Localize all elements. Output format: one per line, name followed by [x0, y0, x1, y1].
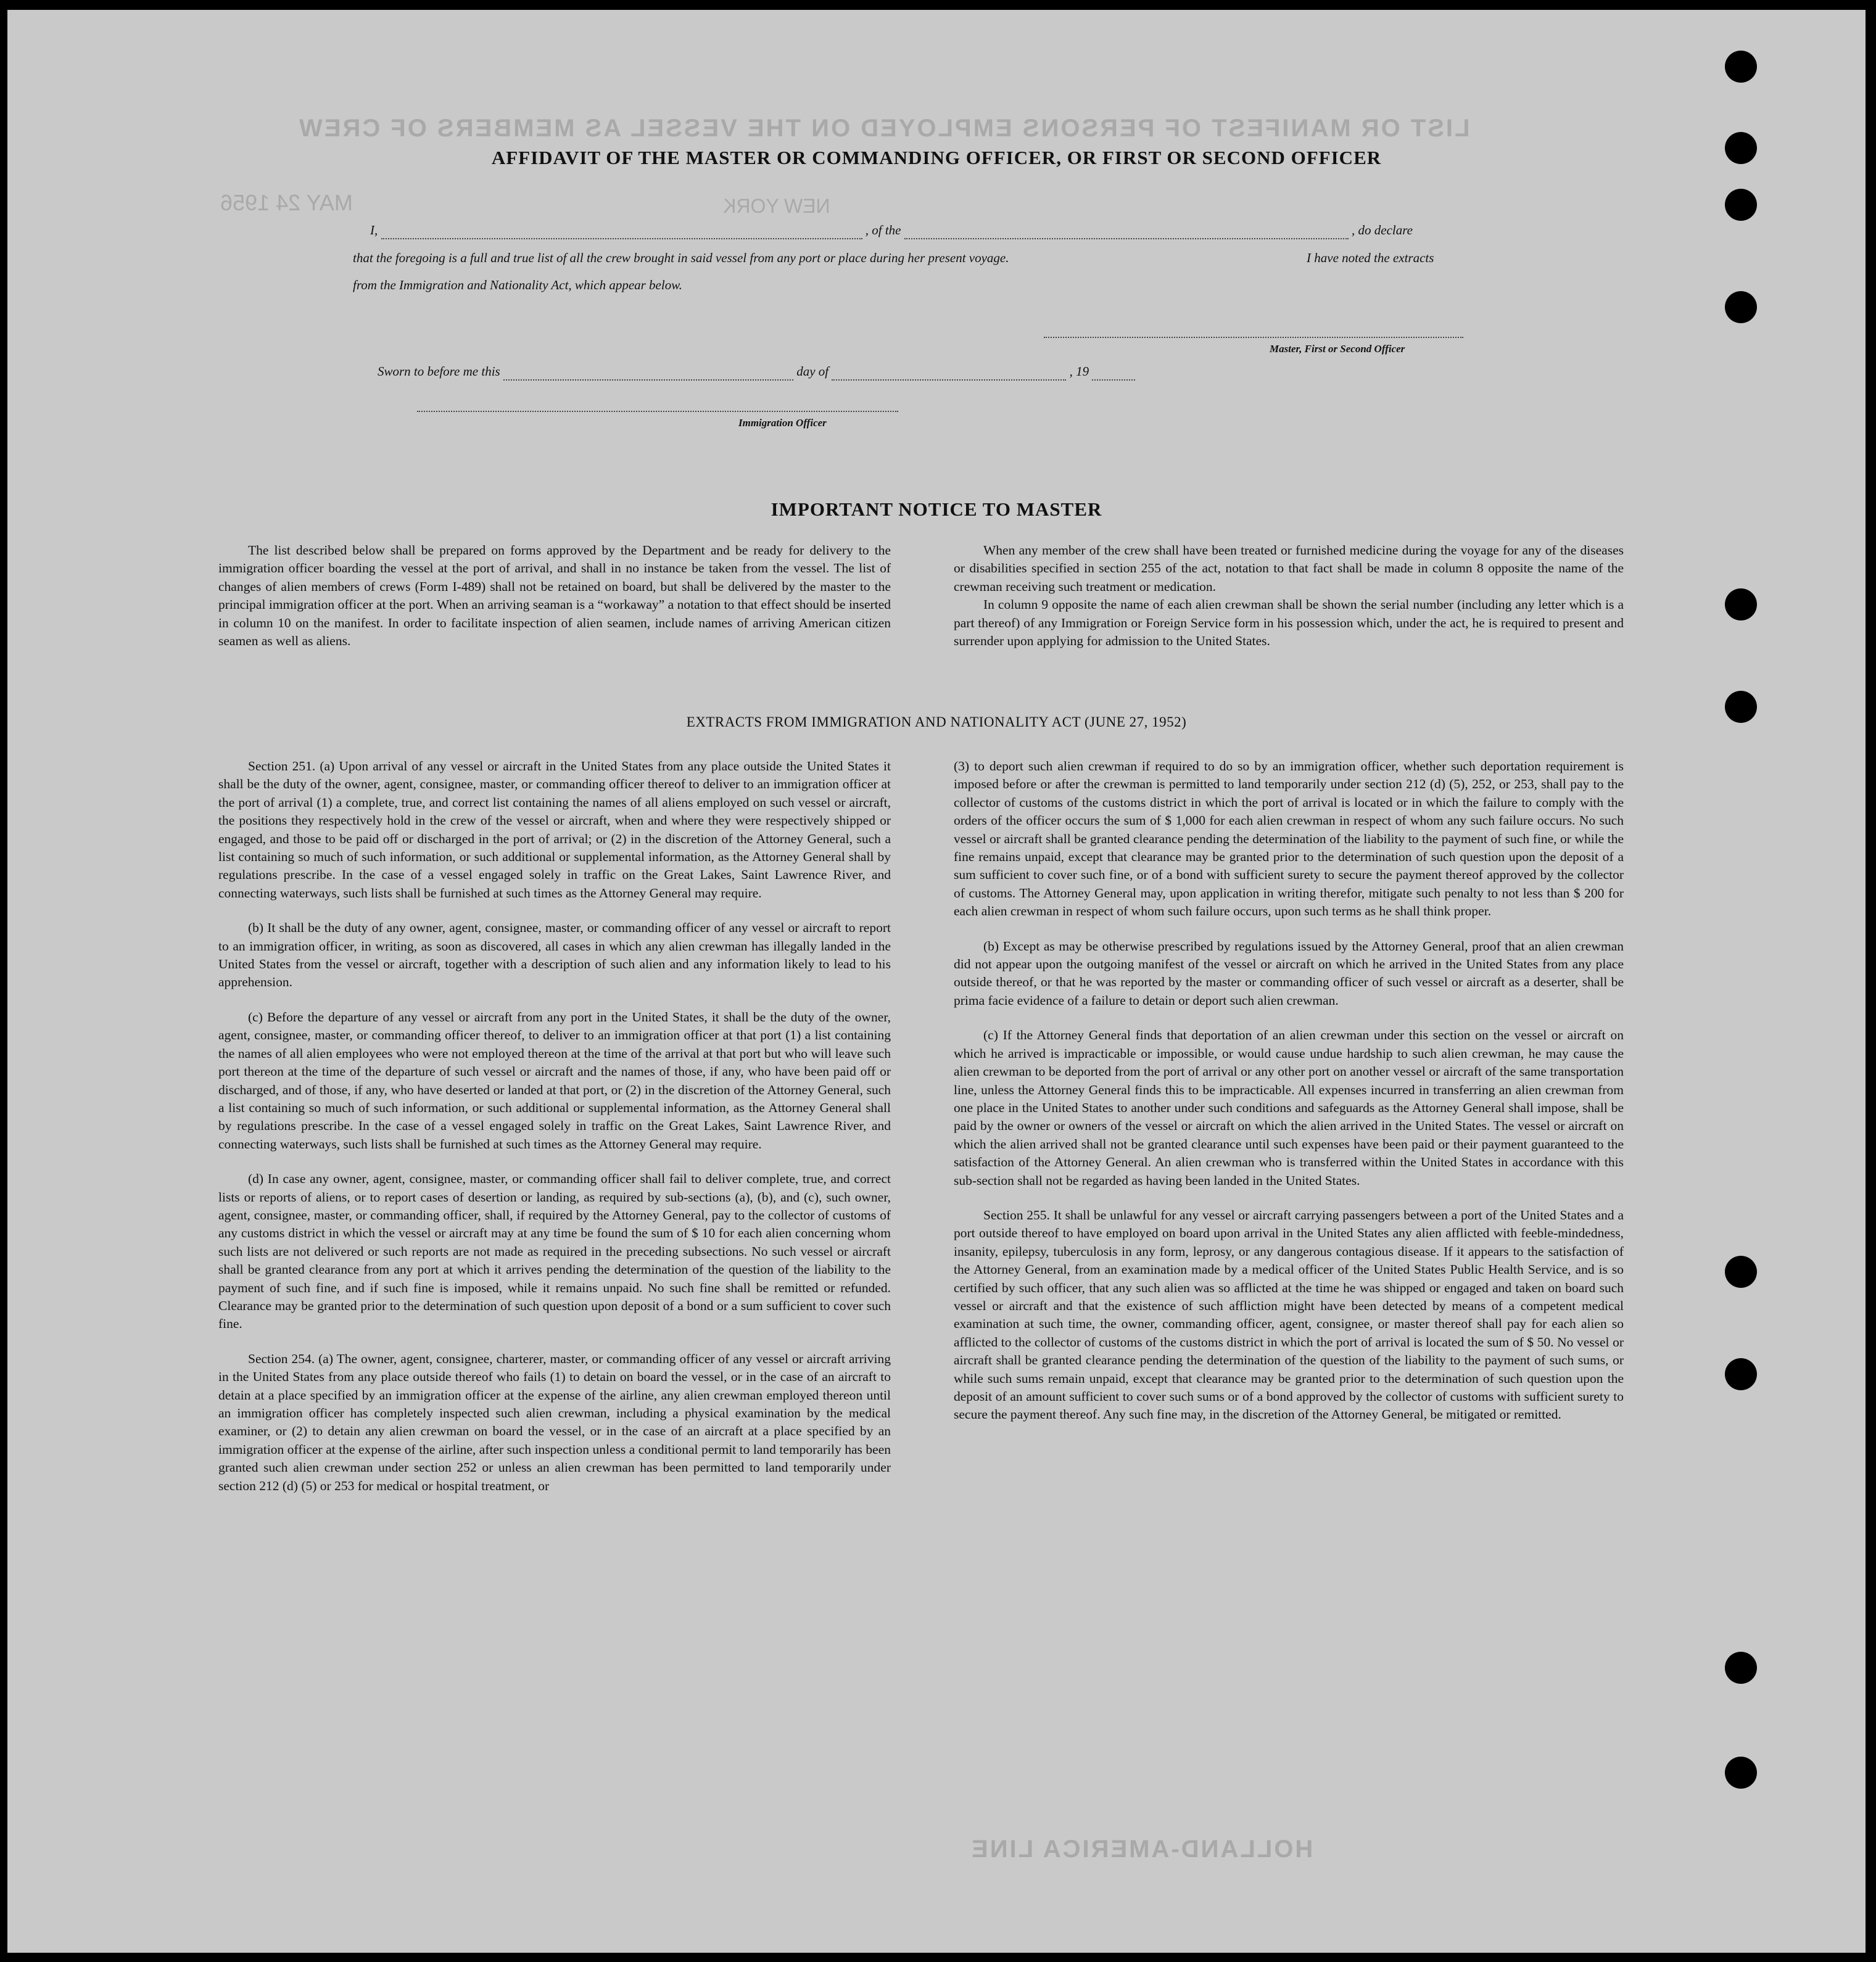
section-251a: Section 251. (a) Upon arrival of any vessel or aircraft in the United States from any place outside the United States it shall be the duty of the owner, agent, consignee, master, or commanding officer thereof to deliver to an immigration officer at the port of arrival (1) a complete, true, and correct list containing the names of all aliens employed on such vessel or aircraft, the positions they respectively hold in the crew of the vessel or aircraft, when and where they were respectively shipped or engaged, and those to be paid off or discharged in the port of arrival; or (2) in the discretion of the Attorney General, such a list containing so much of such information, or such additional or supplemental information, as the Attorney General shall by regulations prescribe. In the case of a vessel engaged solely in traffic on the Great Lakes, Saint Lawrence River, and connecting waterways, such lists shall be furnished at such times as the Attorney General may require.: [218, 759, 891, 901]
section-254a-continued: (3) to deport such alien crewman if required to do so by an immigration officer, whether such deportation requirement is imposed before or after the crewman is permitted to land temporarily under section 212 (d) (5), 252, or 253, shall pay to the collector of customs of the customs district in which the port of arrival is located or in which the failure to comply with the orders of the officer occurs the sum of $ 1,000 for each alien crewman in respect of whom any such failure occurs. No such vessel or aircraft shall be granted clearance pending the determination of the liability to the payment of such fine, or while the fine remains unpaid, except that clearance may be granted prior to the determination of such question upon the deposit of a sum sufficient to cover such fine, or of a bond with sufficient surety to secure the payment thereof approved by the collector of customs. The Attorney General may, upon application in writing therefor, mitigate such penalty to not less than $ 200 for each alien crewman in respect of whom such failure occurs, upon such terms as he shall think proper.: [954, 759, 1624, 919]
document-page: [7, 10, 1866, 1953]
punch-hole: [1725, 291, 1757, 323]
bleed-through-stamp: MAY 24 1956: [220, 190, 353, 215]
section-255: Section 255. It shall be unlawful for any vessel or aircraft carrying passengers between a port of the United States and a port outside thereof to have employed on board upon arrival in the United States any alien afflicted with feeble-mindedness, insanity, epilepsy, tuberculosis in any form, leprosy, or any dangerous contagious disease. If it appears to the satisfaction of the Attorney General, from an examination made by a medical officer of the United States Public Health Service, and is so certified by such officer, that any such alien was so afflicted at the time he was shipped or engaged and taken on board such vessel or aircraft and that the existence of such affliction might have been detected by means of a competent medical examination at such time, the owner, commanding officer, agent, consignee, or master thereof shall pay for each alien so afflicted to the collector of customs of the customs district in which the port of arrival is located the sum of $ 50. No vessel or aircraft shall be granted clearance pending the determination of the question of the liability to the payment of such sums, or while such sums remain unpaid, except that clearance may be granted prior to the determination of such question upon the deposit of an amount sufficient to cover such sums or of a bond approved by the collector of customs with sufficient surety to secure the payment thereof. Any such fine may, in the discretion of the Attorney General, be mitigated or remitted.: [954, 1207, 1624, 1422]
punch-hole: [1725, 1256, 1757, 1288]
bleed-through-header: LIST OR MANIFEST OF PERSONS EMPLOYED ON THE VESSEL AS MEMBERS OF CREW: [297, 115, 1470, 142]
affidavit-title: AFFIDAVIT OF THE MASTER OR COMMANDING OFFICER, OR FIRST OR SECOND OFFICER: [491, 147, 1382, 168]
notice-title: IMPORTANT NOTICE TO MASTER: [771, 498, 1102, 520]
affidavit-declaration-line: I, , of the , do declare: [370, 223, 1419, 239]
sworn-month-field[interactable]: [832, 364, 1066, 381]
section-251b: (b) It shall be the duty of any owner, agent, consignee, master, or commanding officer of any vessel or aircraft to report to an immigration officer, in writing, as soon as discovered, all cases in which any alien crewman has illegally landed in the United States from the vessel or aircraft, together with a description of such alien and any information likely to lead to his apprehension.: [218, 920, 891, 990]
section-251c: (c) Before the departure of any vessel or aircraft from any port in the United States, it shall be the duty of the owner, agent, consignee, master, or commanding officer thereof, to deliver to an immigration officer at that port (1) a list containing the names of all alien employees who were not employed thereon at the time of the arrival at that port but who will leave such port thereon at the time of the departure of such vessel or aircraft and the names of those, if any, who have been paid off or discharged, and of those, if any, who have deserted or landed at that port, or (2) in the discretion of the Attorney General, such a list containing so much of such information, or such additional or supplemental information, as the Attorney General shall by regulations prescribe. In the case of a vessel engaged solely in traffic on the Great Lakes, Saint Lawrence River, and connecting waterways, such lists shall be furnished at such times as the Attorney General may require.: [218, 1009, 891, 1152]
notice-left-paragraph: The list described below shall be prepared on forms approved by the Department and be ready for delivery to the immigration officer boarding the vessel at the port of arrival, and shall in no instance be taken from the vessel. The list of changes of alien members of crews (Form I-489) shall not be retained on board, but shall be delivered by the master to the principal immigration officer at the port. When an arriving seaman is a “workaway” a notation to that effect should be inserted in column 10 on the manifest. In order to facilitate inspection of alien seamen, include names of arriving American citizen seamen as well as aliens.: [218, 543, 891, 649]
extracts-title: EXTRACTS FROM IMMIGRATION AND NATIONALITY ACT (JUNE 27, 1952): [686, 714, 1187, 730]
extracts-left-column: [218, 757, 891, 1512]
extracts-right-column: [954, 757, 1624, 1441]
punch-hole: [1725, 51, 1757, 83]
punch-hole: [1725, 588, 1757, 620]
notice-right-paragraph-1: When any member of the crew shall have been treated or furnished medicine during the voyage for any of the diseases or disabilities specified in section 255 of the act, notation to that fact shall be made in column 8 opposite the name of the crewman receiving such treatment or medication.: [954, 543, 1624, 594]
notice-right-column: [954, 542, 1624, 667]
sworn-year-field[interactable]: [1092, 364, 1135, 381]
notice-right-paragraph-2: In column 9 opposite the name of each alien crewman shall be shown the serial number (including any letter which is a part thereof) of any Immigration or Foreign Service form in his possession which, under the act, he is required to present and surrender upon applying for admission to the United States.: [954, 597, 1624, 649]
notice-left-column: [218, 542, 891, 667]
sworn-line: Sworn to before me this day of , 19: [378, 364, 1241, 381]
section-254b: (b) Except as may be otherwise prescribed by regulations issued by the Attorney General, proof that an alien crewman did not appear upon the outgoing manifest of the vessel or aircraft on which he arrived in the United States from any place outside thereof, or that he was reported by the master or commanding officer of such vessel or aircraft as a deserter, shall be prima facie evidence of a failure to detain or deport such alien crewman.: [954, 938, 1624, 1008]
bleed-through-footer: HOLLAND-AMERICA LINE: [970, 1836, 1313, 1863]
section-251d: (d) In case any owner, agent, consignee, master, or commanding officer shall fail to deliver complete, true, and correct lists or reports of aliens, or to report cases of desertion or landing, as required by sub-sections (a), (b), and (c), such owner, agent, consignee, master, or commanding officer, shall, if required by the Attorney General, pay to the collector of customs of any customs district in which the vessel or aircraft may at any time be found the sum of $ 10 for each alien concerning whom such lists are not delivered or such reports are not made as required in the preceding subsections. No such vessel or aircraft shall be granted clearance from any port at which it arrives pending the determination of the question of the liability to the payment of such fine, and if such fine is imposed, while it remains unpaid. No such fine shall be remitted or refunded. Clearance may be granted prior to the determination of such question upon deposit of a bond or a sum sufficient to cover such fine.: [218, 1171, 891, 1332]
punch-hole: [1725, 189, 1757, 221]
officer-caption: Immigration Officer: [738, 417, 827, 429]
section-254c: (c) If the Attorney General finds that deportation of an alien crewman under this section on the vessel or aircraft on which he arrived is impracticable or impossible, or would cause undue hardship to such alien crewman, he may cause the alien crewman to be deported from the port of arrival or any other port on another vessel or aircraft of the same transportation line, unless the Attorney General finds this to be impracticable. All expenses incurred in transferring an alien crewman from one place in the United States to another under such conditions and safeguards as the Attorney General shall impose, shall be paid by the owner or owners of the vessel or aircraft on which the alien arrived in the United States. The vessel or aircraft on which the alien arrived shall not be granted clearance until such expenses have been paid or their payment guaranteed to the satisfaction of the Attorney General. An alien crewman who is transferred within the United States in accordance with this sub-section shall not be regarded as having been landed in the United States.: [954, 1028, 1624, 1188]
immigration-officer-signature-line[interactable]: [417, 411, 898, 412]
bleed-through-port: NEW YORK: [723, 195, 830, 217]
master-name-field[interactable]: [381, 223, 862, 239]
punch-hole: [1725, 1757, 1757, 1789]
sworn-day-field[interactable]: [503, 364, 793, 381]
affidavit-statement-cont: from the Immigration and Nationality Act, which appear below.: [353, 278, 682, 292]
master-signature-line[interactable]: [1044, 337, 1463, 338]
affidavit-statement-right: I have noted the extracts: [1307, 250, 1434, 265]
punch-hole: [1725, 1358, 1757, 1390]
affidavit-statement: that the foregoing is a full and true list of all the crew brought in said vessel from any port or place during her present voyage.: [353, 250, 1009, 265]
punch-hole: [1725, 1652, 1757, 1684]
section-254a: Section 254. (a) The owner, agent, consignee, charterer, master, or commanding officer of any vessel or aircraft arriving in the United States from any place outside thereof who fails (1) to detain on board the vessel, or in the case of an aircraft to detain at a place specified by an immigration officer at the expense of the airline, any alien crewman employed thereon until an immigration officer has completely inspected such alien crewman, including a physical examination by the medical examiner, or (2) to detain any alien crewman on board the vessel, or in the case of an aircraft at a place specified by an immigration officer at the expense of the airline, after such inspection unless a conditional permit to land temporarily has been granted such alien crewman under section 252 or unless an alien crewman has been permitted to land temporarily under section 212 (d) (5) or 253 for medical or hospital treatment, or: [218, 1351, 891, 1493]
master-caption: Master, First or Second Officer: [1270, 343, 1405, 355]
vessel-name-field[interactable]: [904, 223, 1349, 239]
